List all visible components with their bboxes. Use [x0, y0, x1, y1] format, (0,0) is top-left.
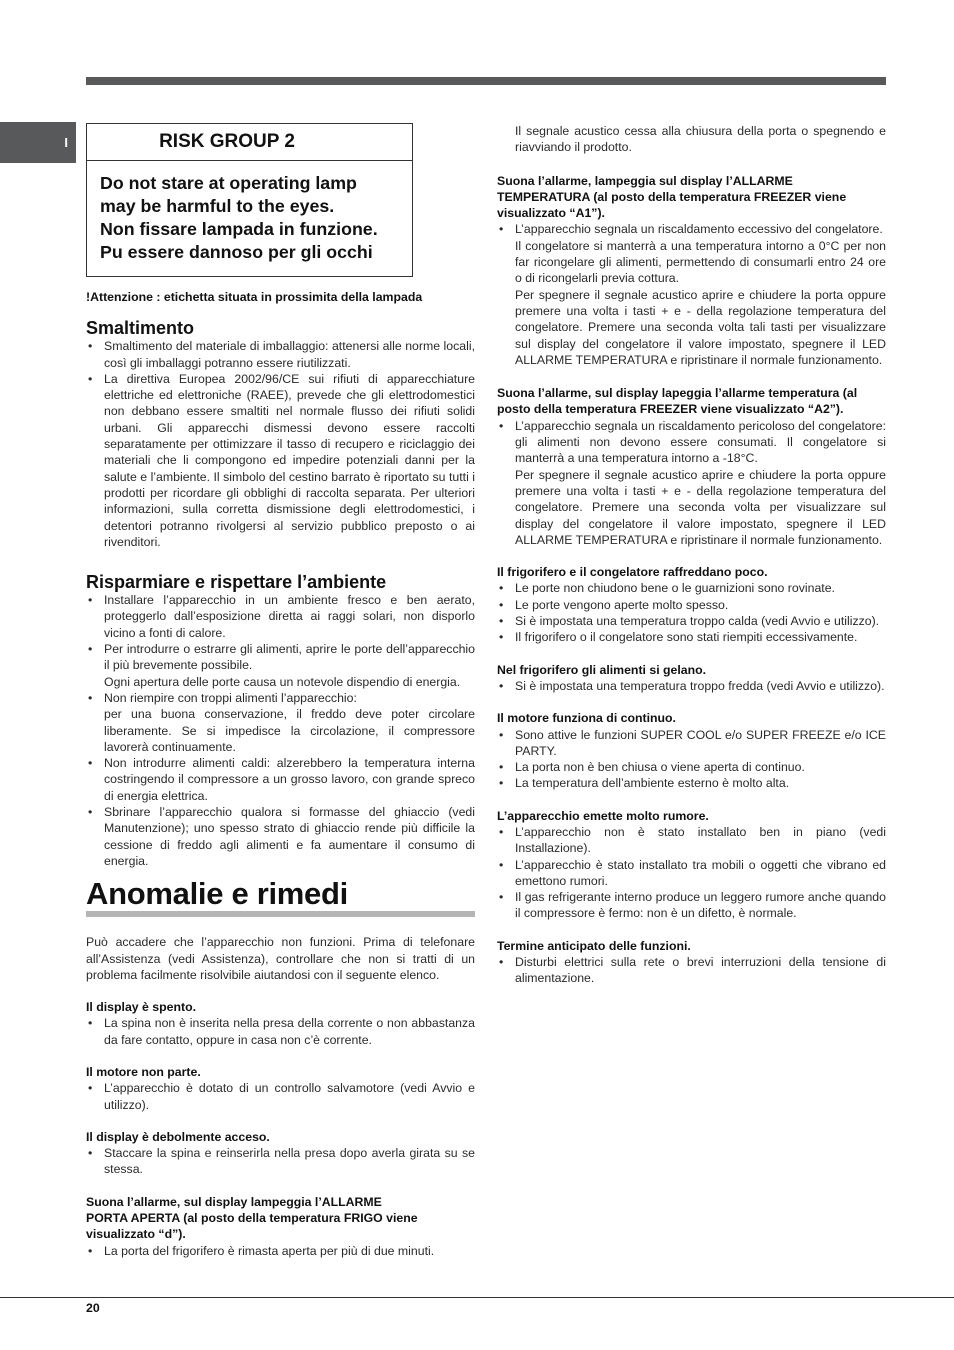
door-alarm-note: Il segnale acustico cessa alla chiusura della porta o spegnendo e riavviando il prodotto.	[515, 124, 886, 155]
item-extra: Ogni apertura delle porte causa un notevole dispendio di energia.	[104, 674, 461, 689]
problem-heading: Il display è debolmente acceso.	[86, 1129, 270, 1144]
problem-heading: Il motore non parte.	[86, 1064, 201, 1079]
list-item	[497, 418, 886, 548]
problem-heading: Il display è spento.	[86, 1000, 197, 1015]
list-item: • Staccare la spina e reinserirla nella presa dopo averla girata su se stessa.	[86, 1145, 475, 1178]
heading-line: Suona l’allarme, sul display lampeggia l’ALLARME	[86, 1194, 382, 1209]
list-item: • Sbrinare l’apparecchio qualora si formasse del ghiaccio (vedi Manutenzione); uno spesso strato di ghiaccio rende più difficile la cessione di freddo agli alimenti e fa aumentare il consumo di energia.	[86, 804, 475, 869]
page-number: 20	[86, 1301, 100, 1315]
list-item: • L’apparecchio è dotato di un controllo salvamotore (vedi Avvio e utilizzo).	[86, 1080, 475, 1113]
page-title-anomalie: Anomalie e rimedi	[86, 877, 475, 917]
problem-heading: Suona l’allarme, lampeggia sul display l’ALLARME TEMPERATURA (al posto della temperatura FREEZER viene visualizzato “A1”).	[497, 173, 847, 221]
list-item: • Il frigorifero o il congelatore sono stati riempiti eccessivamente.	[497, 629, 886, 645]
problem-list	[497, 221, 886, 368]
list-item: • La temperatura dell’ambiente esterno è molto alta.	[497, 775, 886, 791]
list-item: • La spina non è inserita nella presa della corrente o non abbastanza da fare contatto, oppure in casa non c’è corrente.	[86, 1015, 475, 1048]
list-item: • Si è impostata una temperatura troppo calda (vedi Avvio e utilizzo).	[497, 613, 886, 629]
list-item: • Si è impostata una temperatura troppo fredda (vedi Avvio e utilizzo).	[497, 678, 886, 694]
risk-warning	[87, 161, 412, 276]
item-extra: Per spegnere il segnale acustico aprire e chiudere la porta oppure premere una volta i tasti + e - della regolazione temperatura del congelatore. Premere una seconda volta tali tasti per visualizzare sul display del congelatore il valore impostato, spegnere il LED ALLARME TEMPERATURA e ripristinare il normale funzionamento.	[515, 287, 886, 367]
problem-heading: Suona l’allarme, sul display lapeggia l’allarme temperatura (al posto della temperatura FREEZER viene visualizzato “A2”).	[497, 386, 858, 417]
problem-list	[86, 1145, 475, 1178]
item-text: • L’apparecchio segnala un riscaldamento pericoloso del congelatore: gli alimenti non devono essere consumati. Il congelatore si manterrà a una temperatura intorno a -18°C.	[515, 418, 886, 466]
list-item: • Il gas refrigerante interno produce un leggero rumore anche quando il compressore è fermo: non è un difetto, è normale.	[497, 889, 886, 922]
list-item: • Smaltimento del materiale di imballaggio: attenersi alle norme locali, così gli imballaggi potranno essere riutilizzati.	[86, 338, 475, 371]
list-item: • Disturbi elettrici sulla rete o brevi interruzioni della tensione di alimentazione.	[497, 954, 886, 987]
list-item: • Sono attive le funzioni SUPER COOL e/o SUPER FREEZE e/o ICE PARTY.	[497, 727, 886, 760]
list-item	[86, 690, 475, 755]
problem-list	[497, 954, 886, 987]
problem-list	[497, 580, 886, 645]
problem-list	[497, 727, 886, 792]
problem-list	[497, 824, 886, 922]
risk-line: Pu essere dannoso per gli occhi	[100, 242, 373, 262]
list-item: • Le porte non chiudono bene o le guarnizioni sono rovinate.	[497, 580, 886, 596]
problem-list	[86, 1243, 475, 1259]
risparmiare-list	[86, 592, 475, 869]
attention-note: !Attenzione : etichetta situata in prossimita della lampada	[86, 290, 423, 304]
problem-list	[86, 1015, 475, 1048]
problem-list	[86, 1080, 475, 1113]
problem-list	[497, 418, 886, 548]
list-item	[86, 641, 475, 690]
top-divider-bar	[86, 77, 886, 85]
list-item: • La direttiva Europea 2002/96/CE sui rifiuti di apparecchiature elettriche ed elettroniche (RAEE), prevede che gli elettrodomestici non debbano essere smaltiti nel normale flusso dei rifiuti solidi urbani. Gli apparecchi dismessi devono essere raccolti separatamente per ottimizzare il tasso di recupero e riciclaggio dei materiali che li compongono ed impedire potenziali danni per la salute e l’ambiente. Il simbolo del cestino barrato è riportato su tutti i prodotti per ricordare gli obblighi di raccolta separata. Per ulteriori informazioni, sulla corretta dismissione degli elettrodomestici, i detentori potranno rivolgersi al servizio pubblico preposto o ai rivenditori.	[86, 371, 475, 550]
risk-line: Do not stare at operating lamp	[100, 173, 357, 193]
section-title-risparmiare: Risparmiare e rispettare l’ambiente	[86, 572, 387, 593]
problem-heading	[86, 1194, 475, 1243]
problem-heading: Termine anticipato delle funzioni.	[497, 938, 691, 953]
item-extra: Il congelatore si manterrà a una temperatura intorno a 0°C per non far ricongelare gli alimenti, permettendo di consumarli entro 24 ore o di ricongelarli previa cottura.	[515, 238, 886, 286]
list-item: • L’apparecchio è stato installato tra mobili o oggetti che vibrano ed emettono rumori.	[497, 857, 886, 890]
language-tab: I	[0, 122, 76, 163]
item-extra: Per spegnere il segnale acustico aprire e chiudere la porta oppure premere una volta i tasti + e - della regolazione temperatura del congelatore. Premere una seconda volta per visualizzare sul display del congelatore il valore impostato, spegnere il LED ALLARME TEMPERATURA e ripristinare il normale funzionamento.	[515, 467, 886, 547]
risk-title: RISK GROUP 2	[87, 124, 412, 161]
section-title-smaltimento: Smaltimento	[86, 318, 195, 339]
list-item: • La porta non è ben chiusa o viene aperta di continuo.	[497, 759, 886, 775]
item-text: • Non riempire con troppi alimenti l’apparecchio:	[104, 690, 357, 705]
left-column	[86, 123, 475, 1259]
risk-line: may be harmful to the eyes.	[100, 196, 335, 216]
problem-heading: L’apparecchio emette molto rumore.	[497, 808, 709, 823]
risk-line: Non fissare lampada in funzione.	[100, 219, 378, 239]
risk-group-label	[86, 123, 413, 277]
right-column	[497, 123, 886, 987]
problem-heading: Nel frigorifero gli alimenti si gelano.	[497, 662, 707, 677]
list-item	[497, 221, 886, 368]
problem-heading: Il motore funziona di continuo.	[497, 711, 676, 726]
heading-line: visualizzato “d”).	[86, 1227, 186, 1242]
list-item: • Installare l’apparecchio in un ambiente fresco e ben aerato, proteggerlo dall’esposizione diretta ai raggi solari, non disporlo vicino a fonti di calore.	[86, 592, 475, 641]
smaltimento-list	[86, 338, 475, 550]
problem-list	[497, 678, 886, 694]
item-text: • L’apparecchio segnala un riscaldamento eccessivo del congelatore.	[515, 222, 883, 237]
anomalie-intro: Può accadere che l’apparecchio non funzioni. Prima di telefonare all’Assistenza (vedi Assistenza), controllare che non si tratti di un problema facilmente risolvibile aiutandosi con il seguente elenco.	[86, 935, 475, 982]
list-item: • Le porte vengono aperte molto spesso.	[497, 597, 886, 613]
item-extra: per una buona conservazione, il freddo deve poter circolare liberamente. Se si impedisce la circolazione, il compressore lavorerà continuamente.	[104, 707, 475, 754]
list-item: • L’apparecchio non è stato installato ben in piano (vedi Installazione).	[497, 824, 886, 857]
heading-line: PORTA APERTA (al posto della temperatura FRIGO viene	[86, 1211, 418, 1226]
list-item: • Non introdurre alimenti caldi: alzerebbero la temperatura interna costringendo il compressore a un grosso lavoro, con grande spreco di energia elettrica.	[86, 755, 475, 804]
footer-divider	[0, 1297, 954, 1298]
item-text: • Per introdurre o estrarre gli alimenti, aprire le porte dell’apparecchio il più brevemente possibile.	[104, 642, 475, 673]
list-item: • La porta del frigorifero è rimasta aperta per più di due minuti.	[86, 1243, 475, 1259]
problem-heading: Il frigorifero e il congelatore raffreddano poco.	[497, 565, 768, 580]
